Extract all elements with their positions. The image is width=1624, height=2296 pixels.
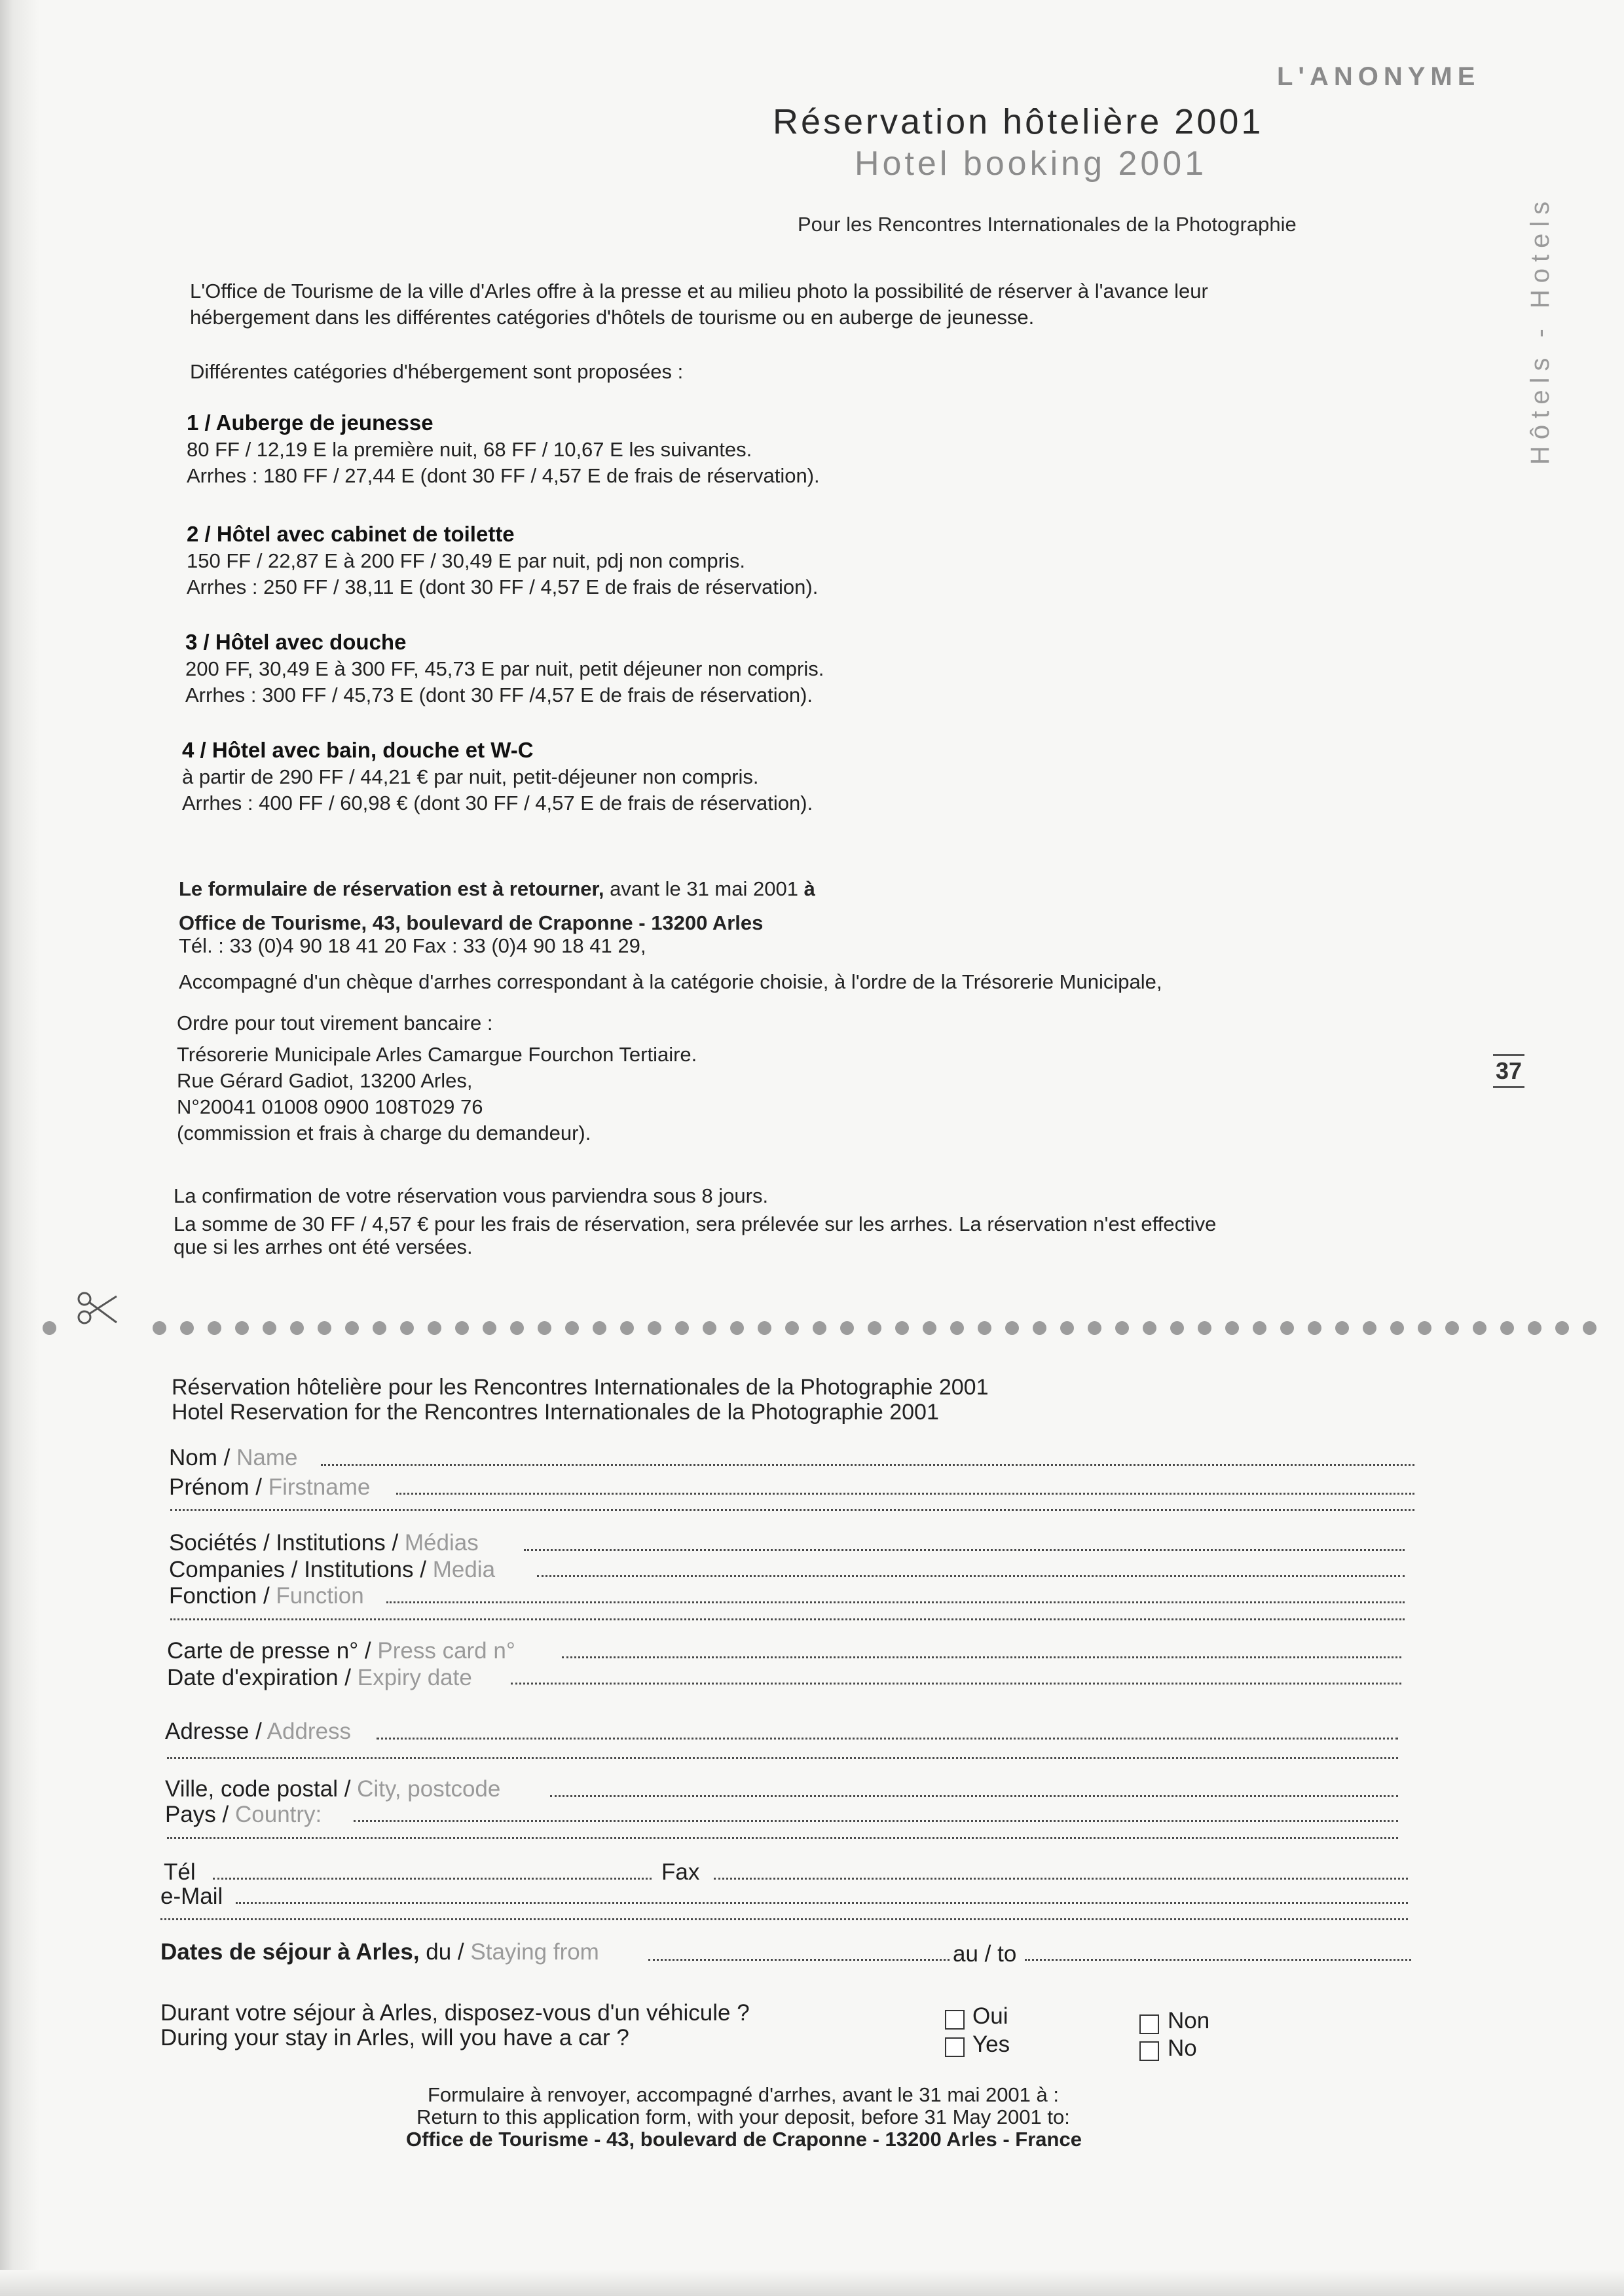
cut-line-dot — [290, 1321, 304, 1335]
cut-line-dot — [1225, 1321, 1239, 1335]
car-non-label: Non — [1168, 2008, 1210, 2033]
page-subtitle: Pour les Rencontres Internationales de la Photographie — [798, 213, 1297, 236]
cut-line-dot — [923, 1321, 936, 1335]
cut-line-dot — [180, 1321, 194, 1335]
category-title: 4 / Hôtel avec bain, douche et W-C — [182, 738, 534, 762]
intro-line-2: hébergement dans les différentes catégories d'hôtels de tourisme ou en auberge de jeunesse. — [190, 306, 1035, 329]
country-input-line-2[interactable] — [167, 1837, 1398, 1839]
category-deposit: Arrhes : 180 FF / 27,44 E (dont 30 FF / 4,57 E de frais de réservation). — [187, 464, 820, 487]
cut-line-dot — [1088, 1321, 1101, 1335]
cut-line-dot — [1473, 1321, 1486, 1335]
page-binding-shadow — [0, 0, 39, 2296]
cut-line-dot — [1060, 1321, 1074, 1335]
return-bold-text: Le formulaire de réservation est à retourner, — [179, 877, 604, 900]
cut-line-dot — [565, 1321, 579, 1335]
bank-line: N°20041 01008 0900 108T029 76 — [177, 1095, 483, 1118]
brand-logo: L'ANONYME — [1277, 62, 1481, 91]
cut-line-dot — [1555, 1321, 1569, 1335]
expiry-input[interactable] — [511, 1683, 1401, 1685]
footer-line-fr: Formulaire à renvoyer, accompagné d'arrhes, avant le 31 mai 2001 à : — [428, 2083, 1059, 2106]
cut-line-dot — [428, 1321, 441, 1335]
bank-line: (commission et frais à charge du demandeur). — [177, 1121, 591, 1144]
category-deposit: Arrhes : 250 FF / 38,11 E (dont 30 FF / 4,57 E de frais de réservation). — [187, 575, 819, 598]
stay-dates-label: Dates de séjour à Arles, du / Staying from — [160, 1939, 599, 1965]
country-input[interactable] — [354, 1820, 1398, 1822]
category-price: 80 FF / 12,19 E la première nuit, 68 FF / 10,67 E les suivantes. — [187, 438, 752, 461]
category-3 — [185, 629, 824, 708]
name-input[interactable] — [321, 1464, 1414, 1466]
cut-line-dot — [400, 1321, 414, 1335]
cut-line-dot — [345, 1321, 359, 1335]
stay-to-label: au / to — [953, 1941, 1017, 1967]
cut-line-dot — [538, 1321, 551, 1335]
intro-line-3: Différentes catégories d'hébergement sont proposées : — [190, 360, 684, 383]
car-yes-label: Yes — [972, 2032, 1010, 2057]
cut-line-dot — [1363, 1321, 1376, 1335]
category-price: à partir de 290 FF / 44,21 € par nuit, petit-déjeuner non compris. — [182, 765, 759, 788]
return-cheque: Accompagné d'un chèque d'arrhes correspondant à la catégorie choisie, à l'ordre de la Trésorerie Municipale, — [179, 970, 1162, 993]
category-title: 2 / Hôtel avec cabinet de toilette — [187, 522, 515, 546]
return-address: Office de Tourisme, 43, boulevard de Craponne - 13200 Arles — [179, 911, 764, 934]
cut-line-dot — [373, 1321, 386, 1335]
cut-line-dot — [1198, 1321, 1211, 1335]
cut-line-dot — [785, 1321, 799, 1335]
form-footer — [406, 2084, 1080, 2151]
fax-input[interactable] — [714, 1878, 1408, 1880]
cut-line-dot — [593, 1321, 606, 1335]
cut-line-dot — [1253, 1321, 1266, 1335]
cut-line-dot — [1335, 1321, 1349, 1335]
cut-line-dot — [758, 1321, 771, 1335]
stay-from-input[interactable] — [648, 1959, 950, 1961]
cut-line-dot — [1390, 1321, 1404, 1335]
confirmation-line-3: que si les arrhes ont été versées. — [174, 1235, 473, 1258]
tel-label: Tél — [164, 1859, 196, 1885]
company-input[interactable] — [524, 1549, 1405, 1551]
cut-line-dot — [1280, 1321, 1294, 1335]
return-deadline: avant le 31 mai 2001 — [604, 877, 804, 900]
stay-to-input[interactable] — [1025, 1959, 1411, 1961]
bank-line: Rue Gérard Gadiot, 13200 Arles, — [177, 1069, 473, 1092]
cut-line-dot — [153, 1321, 166, 1335]
email-input-line-2[interactable] — [160, 1918, 1408, 1920]
company-label: Sociétés / Institutions / Médias — [169, 1530, 479, 1556]
address-input-line-2[interactable] — [167, 1757, 1398, 1759]
cut-line-dot — [1143, 1321, 1156, 1335]
cut-line-dot — [648, 1321, 661, 1335]
press-card-label: Carte de presse n° / Press card n° — [167, 1638, 515, 1664]
cut-line-dot — [868, 1321, 881, 1335]
cut-line-dot — [208, 1321, 221, 1335]
confirmation-line-1: La confirmation de votre réservation vous parviendra sous 8 jours. — [174, 1184, 769, 1207]
car-oui-checkbox[interactable] — [945, 2010, 965, 2030]
bank-line: Ordre pour tout virement bancaire : — [177, 1011, 493, 1034]
cut-line-dot — [43, 1321, 56, 1335]
car-non-checkbox[interactable] — [1139, 2014, 1159, 2034]
function-input[interactable] — [386, 1601, 1405, 1603]
category-deposit: Arrhes : 400 FF / 60,98 € (dont 30 FF / 4,57 E de frais de réservation). — [182, 792, 813, 814]
company-en-label: Companies / Institutions / Media — [169, 1557, 496, 1582]
function-label: Fonction / Function — [169, 1583, 364, 1609]
return-line-1 — [179, 876, 815, 902]
cut-line-dot — [1170, 1321, 1184, 1335]
address-input[interactable] — [377, 1738, 1398, 1740]
cut-line-dot — [978, 1321, 991, 1335]
name-label: Nom / Name — [169, 1445, 298, 1470]
car-no-label: No — [1168, 2035, 1197, 2061]
cut-line-dot — [483, 1321, 496, 1335]
cut-line-dot — [813, 1321, 826, 1335]
cut-line-dot — [895, 1321, 909, 1335]
cut-line-dot — [1308, 1321, 1321, 1335]
tel-input[interactable] — [213, 1878, 652, 1880]
category-price: 150 FF / 22,87 E à 200 FF / 30,49 E par nuit, pdj non compris. — [187, 549, 745, 572]
email-input[interactable] — [236, 1902, 1408, 1904]
confirmation-line-2: La somme de 30 FF / 4,57 € pour les frais de réservation, sera prélevée sur les arrhes. La réservation n'est effective — [174, 1212, 1217, 1235]
firstname-label: Prénom / Firstname — [169, 1474, 371, 1500]
footer-line-en: Return to this application form, with your deposit, before 31 May 2001 to: — [416, 2105, 1070, 2128]
cut-line-dot — [1115, 1321, 1129, 1335]
form-title-fr: Réservation hôtelière pour les Rencontres Internationales de la Photographie 2001 — [172, 1375, 989, 1400]
bank-line: Trésorerie Municipale Arles Camargue Fourchon Tertiaire. — [177, 1043, 697, 1066]
category-title: 1 / Auberge de jeunesse — [187, 410, 434, 435]
category-2 — [187, 520, 818, 600]
category-title: 3 / Hôtel avec douche — [185, 630, 407, 654]
footer-address: Office de Tourisme - 43, boulevard de Craponne - 13200 Arles - France — [406, 2128, 1082, 2151]
car-no-checkbox[interactable] — [1139, 2041, 1159, 2061]
intro-line-1: L'Office de Tourisme de la ville d'Arles offre à la presse et au milieu photo la possibilité de réserver à l'avance leur — [190, 280, 1208, 302]
cut-line-dot — [510, 1321, 524, 1335]
return-phone: Tél. : 33 (0)4 90 18 41 20 Fax : 33 (0)4 90 18 41 29, — [179, 934, 646, 957]
cut-line-dot — [950, 1321, 964, 1335]
category-deposit: Arrhes : 300 FF / 45,73 E (dont 30 FF /4,57 E de frais de réservation). — [185, 683, 813, 706]
company-en-input[interactable] — [537, 1575, 1405, 1577]
cut-line-dot — [620, 1321, 634, 1335]
page-number: 37 — [1493, 1054, 1524, 1088]
cut-line-dot — [1528, 1321, 1541, 1335]
cut-line-dot — [263, 1321, 276, 1335]
page-title-fr: Réservation hôtelière 2001 — [773, 102, 1264, 141]
cut-line-dots — [43, 1321, 1621, 1337]
cut-line-dot — [1500, 1321, 1514, 1335]
cut-line-dot — [675, 1321, 689, 1335]
page-bottom-shadow — [0, 2270, 1624, 2296]
car-yes-checkbox[interactable] — [945, 2037, 965, 2057]
cut-line-dot — [1583, 1321, 1596, 1335]
address-label: Adresse / Address — [165, 1719, 352, 1744]
email-label: e-Mail — [160, 1884, 223, 1909]
press-card-input[interactable] — [562, 1656, 1401, 1658]
category-1 — [187, 409, 820, 489]
cut-line-dot — [1005, 1321, 1019, 1335]
category-4 — [182, 737, 813, 816]
car-oui-label: Oui — [972, 2003, 1008, 2029]
side-section-label-text: Hôtels - Hotels — [1526, 194, 1555, 465]
expiry-label: Date d'expiration / Expiry date — [167, 1665, 472, 1690]
country-label: Pays / Country: — [165, 1802, 322, 1827]
return-bold-a: à — [803, 877, 815, 900]
firstname-input-line-2[interactable] — [170, 1509, 1414, 1511]
cut-line-dot — [235, 1321, 249, 1335]
cut-line-dot — [703, 1321, 716, 1335]
city-label: Ville, code postal / City, postcode — [165, 1776, 501, 1802]
form-title-en: Hotel Reservation for the Rencontres Internationales de la Photographie 2001 — [172, 1400, 939, 1425]
cut-line-dot — [730, 1321, 744, 1335]
firstname-input[interactable] — [396, 1493, 1414, 1495]
cut-line-dot — [1445, 1321, 1459, 1335]
cut-line-dot — [1033, 1321, 1046, 1335]
cut-line-dot — [318, 1321, 331, 1335]
car-question-en: During your stay in Arles, will you have a car ? — [160, 2025, 629, 2050]
function-input-line-2[interactable] — [170, 1618, 1405, 1620]
side-section-label — [1526, 111, 1559, 465]
cut-line-dot — [840, 1321, 854, 1335]
fax-label: Fax — [661, 1859, 700, 1885]
city-input[interactable] — [550, 1795, 1398, 1797]
bank-transfer-info — [177, 1010, 697, 1146]
page-title-en: Hotel booking 2001 — [855, 145, 1208, 183]
cut-line-dot — [1418, 1321, 1431, 1335]
cut-line-dot — [455, 1321, 469, 1335]
car-question-fr: Durant votre séjour à Arles, disposez-vous d'un véhicule ? — [160, 2000, 750, 2026]
category-price: 200 FF, 30,49 E à 300 FF, 45,73 E par nuit, petit déjeuner non compris. — [185, 657, 824, 680]
